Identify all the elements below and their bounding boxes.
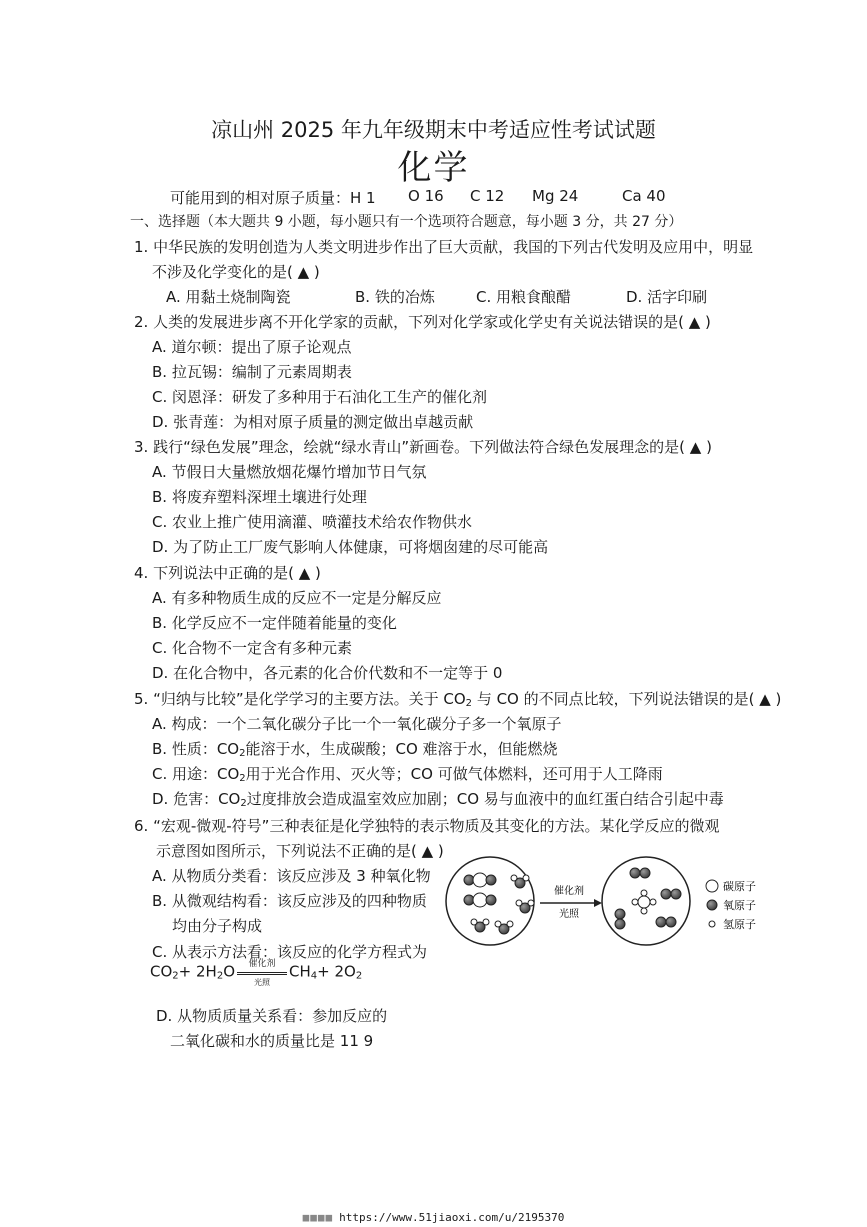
q3-option-a: A. 节假日大量燃放烟花爆竹增加节日气氛	[152, 463, 427, 481]
q2-option-c: C. 闵恩泽：研发了多种用于石油化工生产的催化剂	[152, 388, 488, 406]
q6-option-b-line2: 均由分子构成	[172, 917, 263, 935]
arrow-catalyst-label: 催化剂	[554, 886, 584, 897]
o2-molecule	[656, 917, 676, 927]
h2o-molecule	[471, 919, 489, 932]
arrow-light-label: 光照	[559, 909, 579, 920]
o2-molecule	[630, 868, 650, 878]
q1-stem-line2: 不涉及化学变化的是( ▲ )	[152, 263, 320, 281]
q3-stem: 3. 践行“绿色发展”理念，绘就“绿水青山”新画卷。下列做法符合绿色发展理念的是( ▲ )	[134, 438, 712, 456]
q3-option-b: B. 将废弃塑料深埋土壤进行处理	[152, 488, 367, 506]
atomic-mass-ca: Ca 40	[622, 187, 666, 205]
legend-carbon-label: 碳原子	[723, 880, 756, 893]
q2-stem: 2. 人类的发展进步离不开化学家的贡献，下列对化学家或化学史有关说法错误的是( ▲ )	[134, 313, 711, 331]
q5-option-a: A. 构成：一个二氧化碳分子比一个一氧化碳分子多一个氧原子	[152, 715, 562, 733]
q6-option-d-line1: D. 从物质质量关系看：参加反应的	[156, 1007, 388, 1025]
hydrogen-atom-legend-icon	[709, 921, 715, 927]
atomic-mass-c: C 12	[470, 187, 505, 205]
reaction-condition: 催化剂 光照	[237, 962, 287, 982]
q1-option-c: C. 用粮食酿醋	[476, 288, 572, 306]
exam-title: 凉山州 2025 年九年级期末中考适应性考试试题	[211, 118, 656, 142]
q4-option-b: B. 化学反应不一定伴随着能量的变化	[152, 614, 397, 632]
q5-option-d: D. 危害：$CO_2$过度排放会造成温室效应加剧；CO 易与血液中的血红蛋白结合引起中毒	[152, 790, 724, 809]
legend-hydrogen-label: 氢原子	[723, 918, 756, 931]
q2-option-a: A. 道尔顿：提出了原子论观点	[152, 338, 352, 356]
q5-option-b: B. 性质：$CO_2$能溶于水，生成碳酸；CO 难溶于水，但能燃烧	[152, 740, 558, 759]
q6-option-d-line2: 二氧化碳和水的质量比是 11 9	[170, 1032, 374, 1050]
q6-option-a: A. 从物质分类看：该反应涉及 3 种氧化物	[152, 867, 431, 885]
q6-option-b-line1: B. 从微观结构看：该反应涉及的四种物质	[152, 892, 427, 910]
q1-option-d: D. 活字印刷	[626, 288, 708, 306]
q4-stem: 4. 下列说法中正确的是( ▲ )	[134, 564, 321, 582]
q4-option-d: D. 在化合物中，各元素的化合价代数和不一定等于 0	[152, 664, 503, 682]
h2o-molecule	[516, 900, 534, 913]
h2o-molecule	[511, 875, 529, 888]
q5-stem: 5. “归纳与比较”是化学学习的主要方法。关于 $CO_2$ 与 CO 的不同点比较，下列说法错误的是( ▲ )	[134, 690, 782, 709]
footer-url[interactable]: https://www.51jiaoxi.com/u/2195370	[339, 1211, 565, 1224]
co2-molecule	[464, 873, 496, 887]
q1-stem-line1: 1. 中华民族的发明创造为人类文明进步作出了巨大贡献，我国的下列古代发明及应用中，明显	[134, 238, 754, 256]
atomic-mass-label: 可能用到的相对原子质量：H 1	[170, 189, 376, 207]
q6-option-c: C. 从表示方法看：该反应的化学方程式为	[152, 943, 428, 961]
q3-option-d: D. 为了防止工厂废气影响人体健康，可将烟囱建的尽可能高	[152, 538, 549, 556]
q3-option-c: C. 农业上推广使用滴灌、喷灌技术给农作物供水	[152, 513, 473, 531]
subject-title: 化学	[397, 148, 470, 188]
q6-stem-line1: 6. “宏观-微观-符号”三种表征是化学独特的表示物质及其变化的方法。某化学反应的微观	[134, 817, 720, 835]
o2-molecule	[615, 909, 625, 929]
q5-option-c: C. 用途：$CO_2$用于光合作用、灭火等；CO 可做气体燃料，还可用于人工降雨	[152, 765, 663, 784]
ch4-molecule	[632, 890, 656, 914]
atomic-mass-mg: Mg 24	[532, 187, 579, 205]
section-heading: 一、选择题（本大题共 9 小题，每小题只有一个选项符合题意，每小题 3 分，共 27 分）	[130, 214, 683, 230]
q6-stem-line2: 示意图如图所示，下列说法不正确的是( ▲ )	[156, 842, 444, 860]
legend-oxygen-label: 氧原子	[723, 899, 756, 912]
q2-option-d: D. 张青莲：为相对原子质量的测定做出卓越贡献	[152, 413, 474, 431]
oxygen-atom-legend-icon	[707, 900, 717, 910]
q1-option-b: B. 铁的冶炼	[355, 288, 435, 306]
footer-dots: ■■■■	[302, 1211, 334, 1224]
footer-watermark	[0, 1211, 867, 1224]
carbon-atom-legend-icon	[706, 880, 718, 892]
q4-option-a: A. 有多种物质生成的反应不一定是分解反应	[152, 589, 442, 607]
o2-molecule	[661, 889, 681, 899]
reaction-diagram	[440, 842, 770, 960]
chemical-equation: $CO_2+ 2H_2O$ 催化剂 光照 $CH_4+ 2O_2$	[150, 959, 363, 987]
h2o-molecule	[495, 921, 513, 934]
q2-option-b: B. 拉瓦锡：编制了元素周期表	[152, 363, 352, 381]
co2-molecule	[464, 893, 496, 907]
atomic-mass-o: O 16	[408, 187, 444, 205]
q4-option-c: C. 化合物不一定含有多种元素	[152, 639, 353, 657]
q1-option-a: A. 用黏土烧制陶瓷	[166, 288, 291, 306]
